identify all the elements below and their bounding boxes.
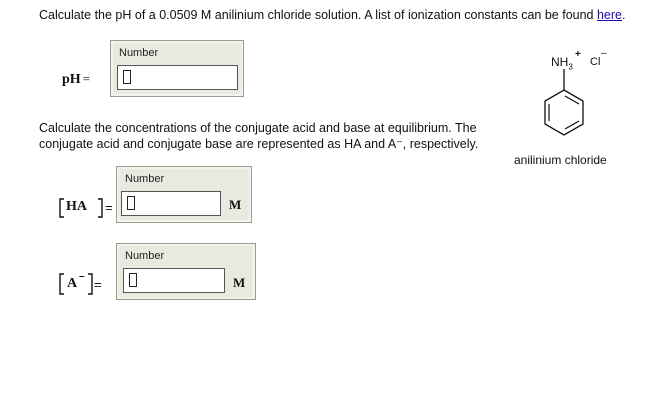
a-charge: – — [79, 271, 85, 282]
ha-unit: M — [229, 197, 242, 212]
question-2-line-1: Calculate the concentrations of the conjugate acid and base at equilibrium. The — [39, 121, 477, 135]
benzene-ring-icon — [510, 45, 640, 155]
a-box-label: Number — [125, 250, 165, 262]
ammonium-group: $NH_3$ — [551, 55, 573, 72]
ha-label-text: HA — [66, 199, 87, 214]
a-answer-box — [116, 243, 256, 300]
ionization-constants-link[interactable]: here — [596, 8, 623, 22]
ha-input-cursor — [127, 196, 135, 210]
ph-equals: = — [82, 71, 91, 86]
ha-equals: = — [105, 200, 113, 215]
question-2-text — [39, 120, 478, 152]
structure-caption: anilinium chloride — [514, 153, 607, 167]
a-label — [58, 272, 102, 301]
ha-answer-box — [116, 166, 252, 223]
ha-label — [58, 197, 114, 224]
ammonium-subscript: 3 — [568, 62, 573, 72]
ha-box-label: Number — [125, 173, 165, 185]
question-1-text — [39, 7, 626, 23]
anilinium-structure — [510, 45, 640, 155]
ph-answer-box — [110, 40, 244, 97]
a-unit: M — [233, 275, 246, 290]
chloride-minus: – — [601, 48, 607, 59]
question-2-line-2: conjugate acid and conjugate base are represented as HA and A⁻, respectively. — [39, 137, 479, 151]
ha-input[interactable] — [121, 191, 221, 216]
ph-label: pH = — [62, 71, 91, 87]
ph-box-label: Number — [119, 47, 159, 59]
ph-input-cursor — [123, 70, 131, 84]
a-input[interactable] — [123, 268, 225, 293]
chloride-ion: Cl — [590, 56, 601, 68]
a-input-cursor — [129, 273, 137, 287]
question-1-suffix: . — [622, 8, 626, 22]
ammonium-plus: + — [575, 49, 581, 60]
ph-input[interactable] — [117, 65, 238, 90]
question-1-prefix: Calculate the pH of a 0.0509 M anilinium chloride solution. A list of ionization constants can be found — [39, 8, 597, 22]
a-label-text: A — [67, 276, 78, 291]
a-equals: = — [94, 277, 102, 292]
